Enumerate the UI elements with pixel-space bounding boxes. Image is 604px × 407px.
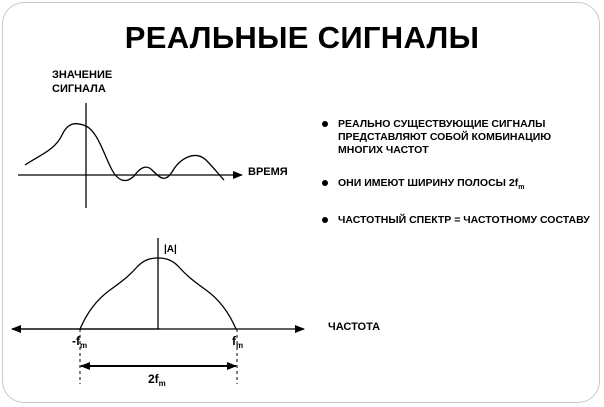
bullet-dot — [322, 121, 328, 127]
bullet-item: РЕАЛЬНО СУЩЕСТВУЮЩИЕ СИГНАЛЫ ПРЕДСТАВЛЯЮТ СОБОЙ КОМБИНАЦИЮ МНОГИХ ЧАСТОТ — [320, 118, 590, 157]
bullet-dot — [322, 217, 328, 223]
time-signal-curve — [25, 124, 224, 181]
bullet-list — [320, 118, 590, 247]
bandwidth-label: $2f_m$ — [148, 372, 166, 388]
slide-title: РЕАЛЬНЫЕ СИГНАЛЫ — [124, 20, 480, 55]
time-x-label: ВРЕМЯ — [248, 166, 288, 178]
neg-fm-label: $-f_m$ — [72, 334, 88, 350]
bullet-dot — [322, 180, 328, 186]
pos-fm-label: $f_m$ — [232, 334, 244, 350]
magnitude-label: |A| — [164, 244, 177, 255]
time-y-label: ЗНАЧЕНИЕ СИГНАЛА — [52, 69, 113, 95]
bullet-item: ОНИ ИМЕЮТ ШИРИНУ ПОЛОСЫ $2f_m$ — [320, 177, 590, 194]
bullet-item: ЧАСТОТНЫЙ СПЕКТР = ЧАСТОТНОМУ СОСТАВУ — [320, 214, 590, 227]
freq-x-label: ЧАСТОТА — [328, 321, 381, 333]
